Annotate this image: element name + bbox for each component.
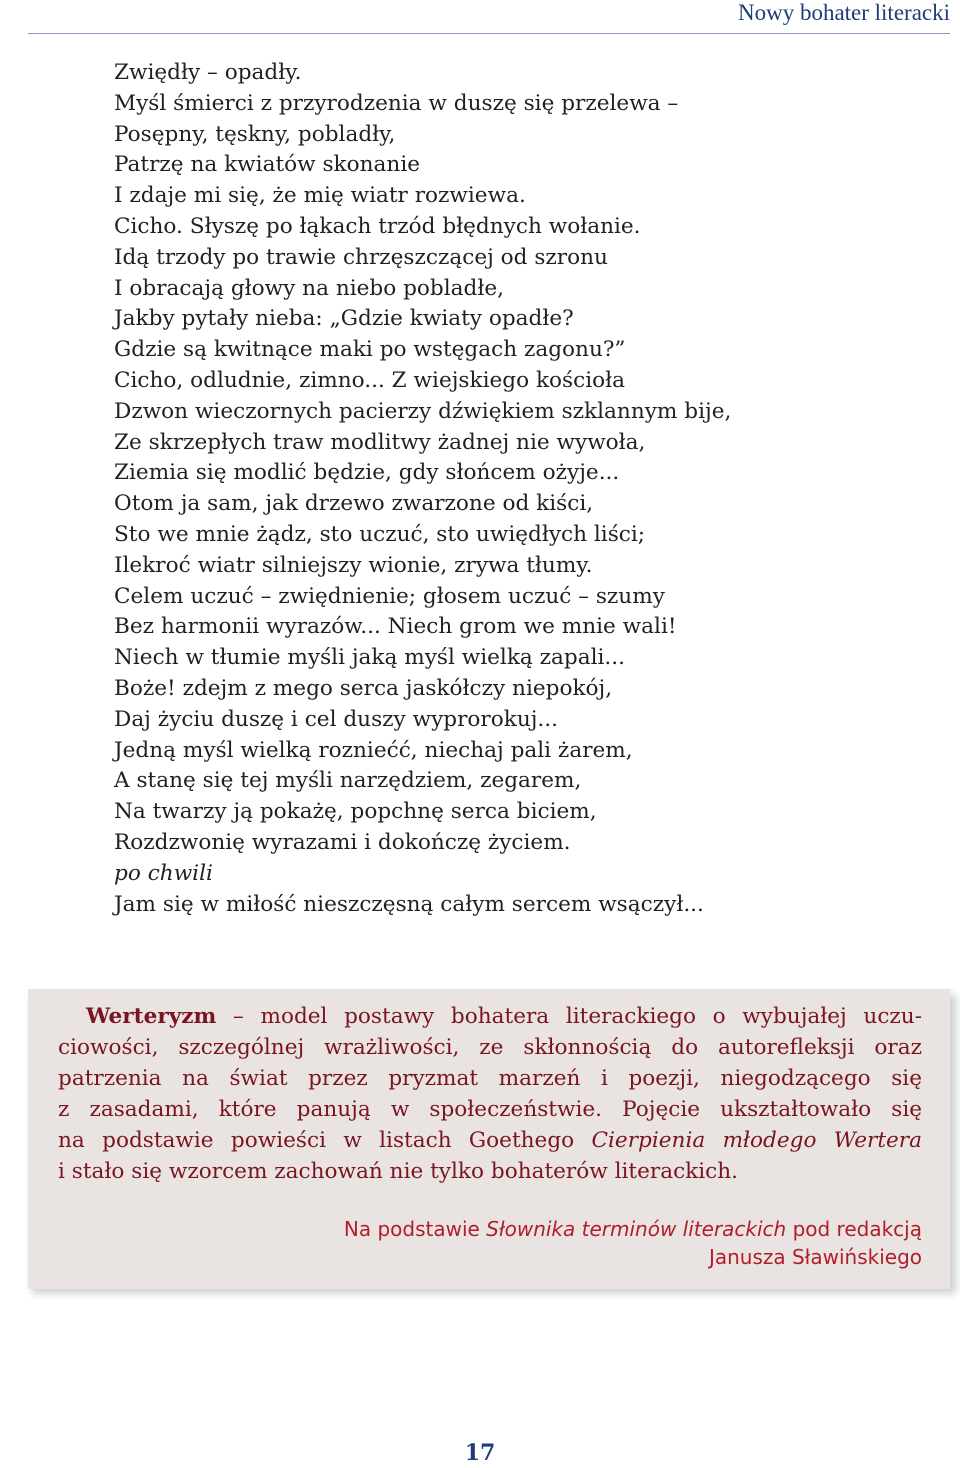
poem-line: I obracają głowy na niebo pobladłe,: [114, 275, 505, 301]
source-suffix: pod redakcją: [786, 1217, 922, 1241]
poem-line: Cicho. Słyszę po łąkach trzód błędnych wołanie.: [114, 213, 641, 239]
definition-box: [28, 989, 950, 1289]
definition-line-5: [58, 1125, 922, 1156]
source-dictionary-title: Słownika terminów literackich: [486, 1217, 787, 1241]
poem-line: Myśl śmierci z przyrodzenia w duszę się przelewa –: [114, 90, 679, 116]
definition-text: na podstawie powieści w listach Goethego: [58, 1128, 592, 1153]
poem-line: Zwiędły – opadły.: [114, 60, 302, 85]
poem-line: Niech w tłumie myśli jaką myśl wielką zapali...: [114, 645, 626, 671]
poem-line: Jakby pytały nieba: „Gdzie kwiaty opadłe?: [114, 306, 574, 332]
poem-line: Idą trzody po trawie chrzęszczącej od szronu: [114, 244, 608, 270]
poem-line: Cicho, odludnie, zimno... Z wiejskiego kościoła: [114, 367, 625, 393]
poem-line: Posępny, tęskny, pobladły,: [114, 121, 396, 147]
running-header-title: Nowy bohater literacki: [737, 0, 950, 25]
header-rule: [28, 33, 950, 34]
definition-work-title: Cierpienia młodego Wertera: [591, 1128, 922, 1153]
definition-line-1: [58, 1001, 922, 1032]
source-editor: Janusza Sławińskiego: [708, 1245, 922, 1269]
source-prefix: Na podstawie: [343, 1217, 487, 1241]
poem-line: Patrzę na kwiatów skonanie: [114, 152, 421, 178]
poem-line: Na twarzy ją pokażę, popchnę serca biciem,: [114, 799, 597, 825]
definition-text: – model postawy bohatera literackiego o wybujałej uczu-: [216, 1004, 922, 1029]
poem-line: Gdzie są kwitnące maki po wstęgach zagonu?”: [114, 337, 626, 363]
poem-line: Daj życiu duszę i cel duszy wyprorokuj...: [114, 706, 559, 732]
poem-line: Celem uczuć – zwiędnienie; głosem uczuć – szumy: [114, 583, 665, 609]
definition-line-3: patrzenia na świat przez pryzmat marzeń i poezji, niegodzącego się: [58, 1066, 922, 1091]
source-citation: [344, 1215, 922, 1243]
poem-line: Ze skrzepłych traw modlitwy żadnej nie wywoła,: [114, 429, 646, 455]
poem-line: Bez harmonii wyrazów... Niech grom we mnie wali!: [114, 614, 677, 640]
definition-line-4: z zasadami, które panują w społeczeństwie. Pojęcie ukształtowało się: [58, 1097, 922, 1122]
page-number: 17: [464, 1440, 496, 1466]
poem-line: Ilekroć wiatr silniejszy wionie, zrywa tłumy.: [114, 552, 593, 578]
poem: [114, 58, 914, 920]
poem-line: I zdaje mi się, że mię wiatr rozwiewa.: [114, 183, 526, 209]
poem-line: Otom ja sam, jak drzewo zwarzone od kiści,: [114, 491, 594, 517]
poem-line: Boże! zdejm z mego serca jaskółczy niepokój,: [114, 675, 613, 701]
poem-line: Jedną myśl wielką rozniećć, niechaj pali żarem,: [114, 737, 633, 763]
poem-line: A stanę się tej myśli narzędziem, zegarem,: [114, 768, 582, 794]
poem-line: Dzwon wieczornych pacierzy dźwiękiem szklannym bije,: [114, 398, 732, 424]
definition-line-2: ciowości, szczególnej wrażliwości, ze skłonnością do autorefleksji oraz: [58, 1035, 922, 1060]
poem-stage-direction: po chwili: [114, 860, 213, 886]
definition-line-6: i stało się wzorcem zachowań nie tylko bohaterów literackich.: [58, 1159, 739, 1184]
poem-line: Rozdzwonię wyrazami i dokończę życiem.: [114, 829, 571, 855]
definition-term: Werteryzm: [86, 1004, 217, 1029]
poem-line: Ziemia się modlić będzie, gdy słońcem ożyje...: [114, 460, 620, 486]
poem-last-line: Jam się w miłość nieszczęsną całym sercem wsączył...: [114, 891, 704, 917]
poem-line: Sto we mnie żądz, sto uczuć, sto uwiędłych liści;: [114, 521, 646, 547]
